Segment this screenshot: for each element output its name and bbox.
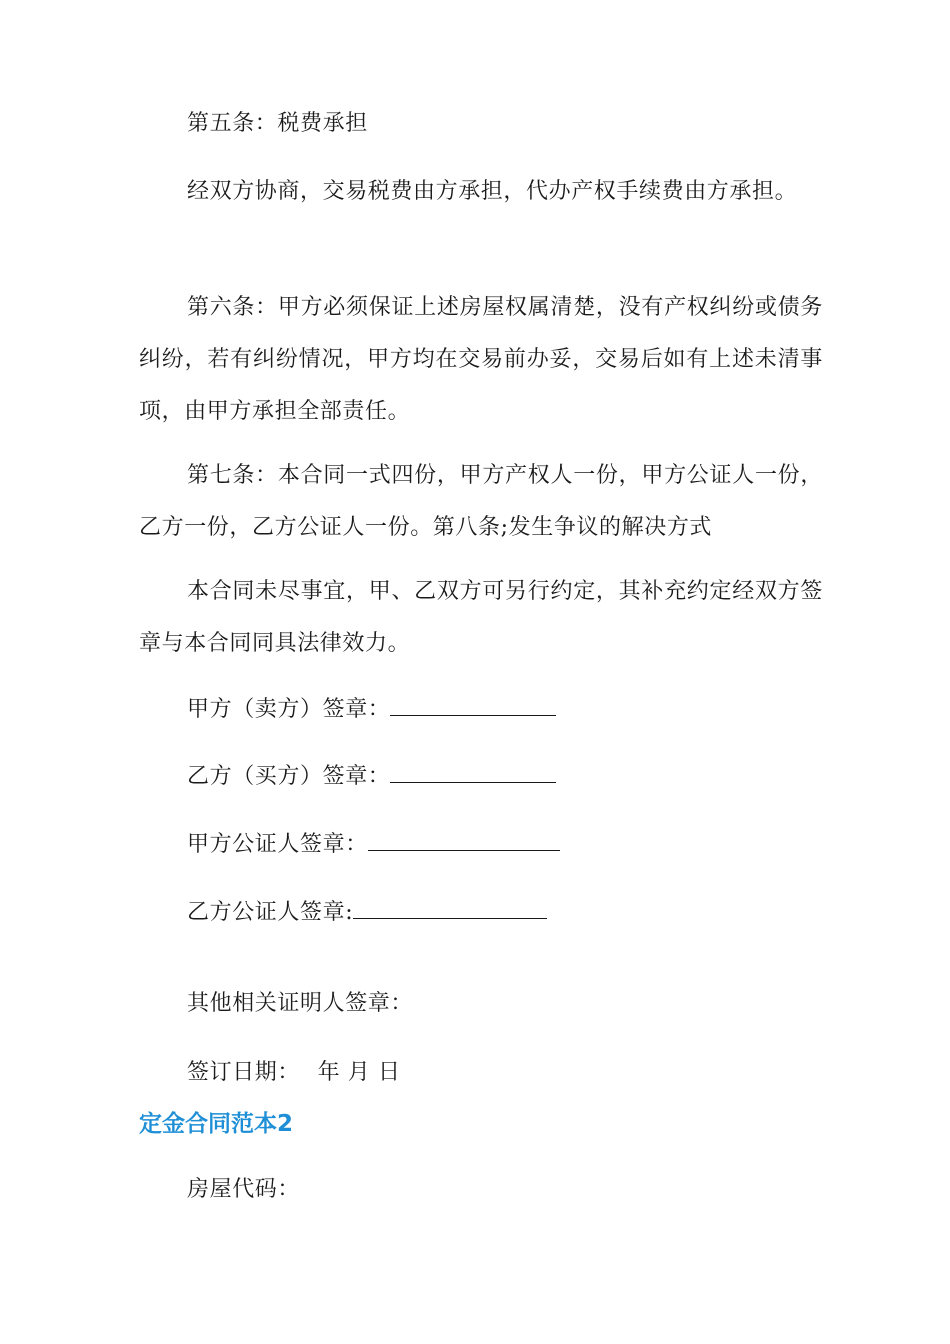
- other-witness-signature: 其他相关证明人签章：: [187, 991, 414, 1016]
- buyer-signature-label: 乙方（买方）签章：: [187, 764, 391, 789]
- article6-body: 第六条：甲方必须保证上述房屋权属清楚，没有产权纠纷或债务纠纷，若有纠纷情况，甲方均在交易前办妥，交易后如有上述未清事项，由甲方承担全部责任。: [139, 295, 823, 424]
- signing-date-fields: 年 月 日: [317, 1060, 401, 1085]
- article5-title: 第五条：税费承担: [187, 111, 368, 136]
- supplement-body: 本合同未尽事宜，甲、乙双方可另行约定，其补充约定经双方签章与本合同同具法律效力。: [139, 579, 823, 656]
- party-b-notary-row: [187, 887, 547, 939]
- article5-body: 经双方协商，交易税费由方承担，代办产权手续费由方承担。: [187, 179, 798, 204]
- section-heading: 定金合同范本2: [139, 1111, 294, 1137]
- seller-signature-blank: [390, 689, 556, 716]
- article7-body: 第七条：本合同一式四份，甲方产权人一份，甲方公证人一份，乙方一份，乙方公证人一份。第八条;发生争议的解决方式: [139, 463, 823, 540]
- party-a-notary-blank: [368, 824, 560, 851]
- party-a-notary-label: 甲方公证人签章：: [187, 832, 368, 857]
- seller-signature-label: 甲方（卖方）签章：: [187, 697, 391, 722]
- party-a-notary-row: [187, 819, 560, 871]
- seller-signature-row: [187, 684, 556, 736]
- signing-date-row: [187, 1047, 401, 1099]
- party-b-notary-label: 乙方公证人签章:: [187, 900, 354, 925]
- buyer-signature-blank: [390, 756, 556, 783]
- buyer-signature-row: [187, 751, 556, 803]
- party-b-notary-blank: [353, 892, 547, 919]
- house-code-label: 房屋代码：: [187, 1177, 301, 1202]
- signing-date-label: 签订日期：: [187, 1060, 301, 1085]
